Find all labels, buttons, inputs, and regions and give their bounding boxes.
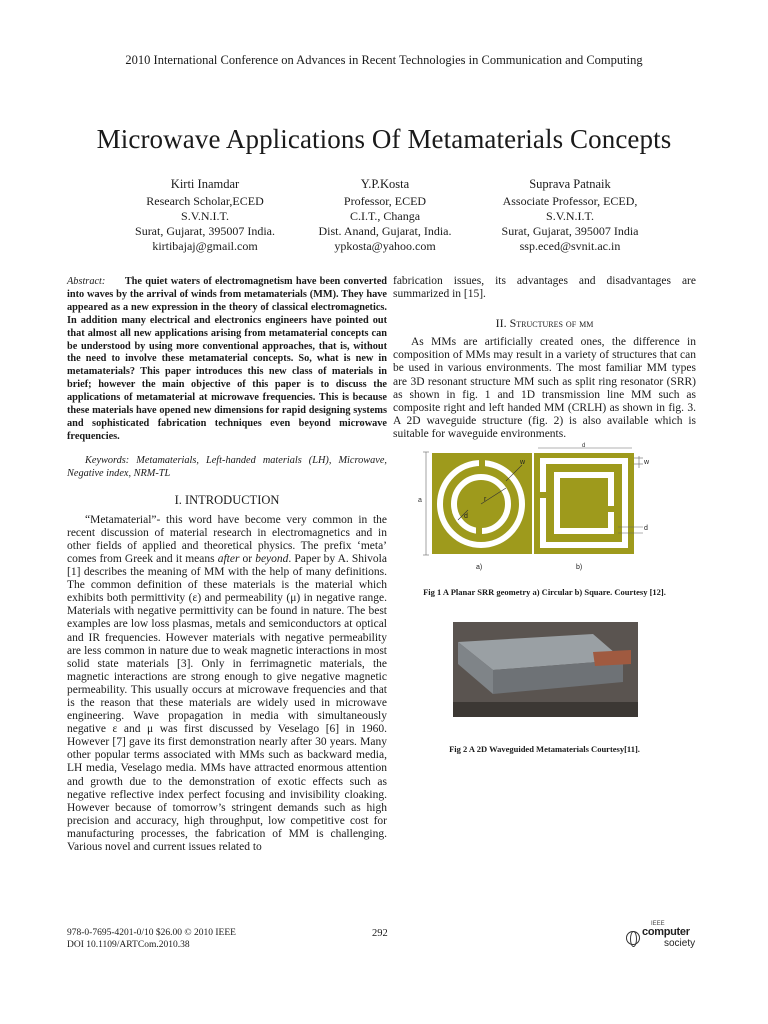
globe-icon	[626, 931, 640, 945]
waveguide-photo	[453, 622, 638, 717]
author-affiliation: Professor, ECED	[343, 194, 427, 208]
author-address: Dist. Anand, Gujarat, India.	[318, 224, 452, 238]
sublabel-b: b)	[576, 564, 583, 572]
figure-1-caption: Fig 1 A Planar SRR geometry a) Circular b) Square. Courtesy [12].	[423, 587, 666, 598]
author-name: Y.P.Kosta	[360, 177, 410, 191]
author-email: ypkosta@yahoo.com	[334, 239, 436, 253]
footer-isbn: 978-0-7695-4201-0/10 $26.00 © 2010 IEEE	[67, 928, 236, 938]
inner-ring-gap	[476, 525, 482, 536]
logo-ieee-text: IEEE	[651, 921, 665, 927]
keywords: Keywords: Metamaterials, Left-handed materials (LH), Microwave, Negative index, NRM-TL	[67, 454, 387, 479]
inner-square-gap	[606, 506, 617, 512]
author-name: Kirti Inamdar	[170, 177, 240, 191]
label-r: r	[484, 496, 487, 504]
abstract-label: Abstract:	[67, 276, 106, 287]
continuation-paragraph: fabrication issues, its advantages and disadvantages are summarized in [15].	[393, 275, 696, 301]
right-column	[393, 275, 696, 755]
structures-paragraph: As MMs are artificially created ones, the difference in composition of MMs may result in a variety of structures that can be used in various environments. The most familiar MM types are 3D resonant structure MM such as split ring resonator (SRR) as shown in fig. 1 and 1D transmission line MM such as composite right and left handed MM (CRLH) as shown in fig. 3. A 2D waveguide structure (fig. 2) is also available which is suitable for waveguide environments.	[393, 336, 696, 440]
abstract-text: The quiet waters of electromagnetism have been converted into waves by the arrival of winds from metamaterials (MM). They have appeared as a new expression in the theory of classical electromagnetics. In addition many electrical and electronics engineers have pointed out that almost all new applications arising from metamaterial concepts can be understood by using more conventional approaches, that is, without the need to involve these metamaterial concepts. So, what is new in metamaterials? This paper introduces this new class of materials in brief; however the main objective of this paper is to discuss the applications of metamaterial at microwave frequencies. This is because these materials have opened new dimensions for rapid designing systems and sophisticated fabrication techniques even beyond microwave frequencies.	[67, 276, 387, 442]
abstract	[67, 276, 387, 444]
logo-society-text: society	[664, 938, 696, 949]
author-affiliation: Associate Professor, ECED,	[502, 194, 638, 208]
label-w-square: w	[644, 459, 650, 467]
label-d: d	[464, 513, 468, 521]
conference-header: 2010 International Conference on Advances in Recent Technologies in Communication and Computing	[125, 53, 643, 67]
author-institute: S.V.N.I.T.	[181, 209, 229, 223]
copper-strip	[593, 650, 631, 666]
section-heading-structures: II. Structures of mm	[495, 316, 594, 331]
sublabel-a: a)	[476, 564, 483, 572]
footer-doi: DOI 10.1109/ARTCom.2010.38	[67, 940, 190, 950]
footer-copyright	[67, 927, 236, 951]
label-a: a	[418, 497, 422, 505]
author-name: Suprava Patnaik	[529, 177, 611, 191]
paper-title: Microwave Applications Of Metamaterials Concepts	[96, 124, 672, 154]
author-block	[300, 177, 470, 254]
logo-computer-text: computer	[642, 926, 690, 938]
ieee-computer-society-logo	[626, 921, 708, 951]
outer-square-gap	[537, 492, 548, 498]
author-block	[110, 177, 300, 254]
label-d-top: d	[582, 443, 586, 450]
photo-floor	[453, 702, 638, 717]
author-address: Surat, Gujarat, 395007 India.	[135, 224, 275, 238]
author-institute: S.V.N.I.T.	[546, 209, 594, 223]
outer-ring-gap	[479, 457, 485, 467]
author-affiliation: Research Scholar,ECED	[146, 194, 264, 208]
figure-2-caption: Fig 2 A 2D Waveguided Metamaterials Courtesy[11].	[449, 744, 640, 755]
left-column	[67, 276, 387, 854]
author-email: kirtibajaj@gmail.com	[152, 239, 258, 253]
page-number: 292	[372, 928, 388, 939]
author-email: ssp.eced@svnit.ac.in	[519, 239, 621, 253]
section-heading-introduction: I. INTRODUCTION	[174, 492, 280, 507]
figure-1-srr-geometry	[418, 443, 658, 582]
srr-diagram	[418, 443, 658, 582]
introduction-paragraph: “Metamaterial”- this word have become very common in the recent discussion of material research in electromagnetics and in other fields of applied and theoretical physics. The prefix ‘meta’ comes from Greek and it means after or beyond. Paper by A. Shivola [1] describes the meaning of MM with the help of many definitions. The common definition of these materials is the material which exhibits both permittivity (ε) and permeability (μ) in negative range. Materials with negative permittivity can be found in nature. The best examples are low loss plasmas, metals and semiconductors at optical and IR frequencies. However materials with negative permeability are less common in nature due to weak magnetic interactions in most solid state materials [3]. Only in ferrimagnetic materials, the magnetic interactions are strong enough to give negative magnetic permeability. This usually occurs at microwave frequencies and that is the reason that these materials are widely used in microwave engineering. Wave propagation in media with simultaneously negative ε and μ was first discussed by Veselago [6] in 1960. However [7] gave its first demonstration nearly after 30 years. Many other popular terms associated with MMs such as backward media, LH media, Veselago media. MMs have attracted enormous attention and growth due to the demonstration of exotic effects such as negative reflective index perfect focusing and invisibility cloaking. However because of tomorrow’s stringent demands such as high precision and accuracy, high throughput, low competitive cost for manufacturing processes, the fabrication of MM is challenging. Various novel and current issues related to	[67, 513, 387, 854]
substrate-square	[534, 453, 634, 554]
author-block	[470, 177, 670, 254]
author-institute: C.I.T., Changa	[349, 209, 421, 223]
label-d-square: d	[644, 525, 648, 533]
author-address: Surat, Gujarat, 395007 India	[501, 224, 639, 238]
label-w: w	[520, 459, 526, 467]
figure-2-waveguide-photo	[453, 622, 638, 717]
